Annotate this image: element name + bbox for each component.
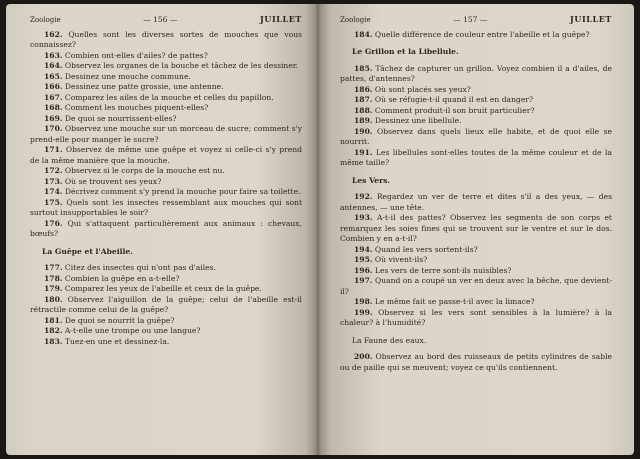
running-head-right <box>340 14 612 26</box>
question-number: 190. <box>354 126 373 136</box>
running-head-month: JUILLET <box>569 14 612 24</box>
question-number: 196. <box>354 265 373 275</box>
question-item <box>340 213 612 245</box>
question-number: 193. <box>354 213 373 222</box>
question-list <box>340 64 612 169</box>
question-item <box>340 308 612 329</box>
question-item <box>340 192 612 213</box>
question-number: 173. <box>44 176 63 186</box>
question-number: 179. <box>44 284 63 293</box>
question-item <box>30 198 302 219</box>
question-item <box>340 116 612 127</box>
question-number: 176. <box>44 218 63 228</box>
question-text: Quels sont les insectes ressemblant aux mouches qui sont surtout insupportables le soir? <box>30 197 302 217</box>
question-text: Observez de même une guêpe et voyez si celle-ci s'y prend de la même manière que la mouche. <box>30 145 302 165</box>
question-item <box>340 297 612 308</box>
question-number: 183. <box>44 336 63 346</box>
question-list <box>30 263 302 347</box>
running-head-subject: Zoologie <box>30 16 61 24</box>
question-number: 197. <box>354 276 373 285</box>
question-item <box>340 30 612 41</box>
question-text: Où se réfugie-t-il quand il est en danger? <box>374 95 534 104</box>
question-number: 192. <box>354 192 373 201</box>
question-item <box>340 255 612 266</box>
question-text: Où se trouvent ses yeux? <box>64 176 162 186</box>
question-item <box>340 352 612 373</box>
question-number: 171. <box>44 145 63 154</box>
question-text: Quand les vers sortent-ils? <box>374 244 478 254</box>
question-text: Tâchez de capturer un grillon. Voyez combien il a d'ailes, de pattes, d'antennes? <box>340 63 613 83</box>
question-item <box>340 106 612 117</box>
question-text: Combien la guêpe en a-t-elle? <box>64 273 180 283</box>
question-list <box>30 30 302 240</box>
question-item <box>30 274 302 285</box>
question-text: Quelles sont les diverses sortes de mouches que vous connaissez? <box>30 29 302 49</box>
question-item <box>30 316 302 327</box>
question-item <box>30 30 302 51</box>
question-number: 178. <box>44 273 63 283</box>
question-text: Où vivent-ils? <box>374 255 428 264</box>
question-number: 200. <box>354 352 373 361</box>
question-number: 185. <box>354 63 373 73</box>
question-text: Décrivez comment s'y prend la mouche pour faire sa toilette. <box>64 187 301 196</box>
question-item <box>30 82 302 93</box>
section-title: Les Vers. <box>352 175 391 185</box>
question-item <box>30 51 302 62</box>
question-text: Observez au bord des ruisseaux de petits cylindres de sable ou de paille qui se meuvent; voyez ce qu'ils contiennent. <box>340 352 612 372</box>
question-text: Observez si le corps de la mouche est nu. <box>64 166 225 175</box>
question-text: Quand on a coupé un ver en deux avec la bêche, que devient-il? <box>340 276 612 296</box>
running-head-month: JUILLET <box>259 14 302 24</box>
question-item <box>340 266 612 277</box>
question-number: 175. <box>44 197 63 207</box>
page-number: — 156 — <box>143 15 178 24</box>
question-number: 199. <box>354 307 373 317</box>
question-text: Citez des insectes qui n'ont pas d'ailes. <box>64 263 216 272</box>
question-number: 163. <box>44 50 63 60</box>
question-item <box>30 263 302 274</box>
question-text: Où sont placés ses yeux? <box>374 84 471 94</box>
question-text: Qui s'attaquent particulièrement aux animaux : chevaux, bœufs? <box>30 218 302 238</box>
question-number: 162. <box>44 29 63 39</box>
question-text: Les vers de terre sont-ils nuisibles? <box>374 265 512 275</box>
question-text: Comparez les ailes de la mouche et celles du papillon. <box>64 92 274 102</box>
question-item <box>30 124 302 145</box>
question-list <box>340 30 612 41</box>
question-text: De quoi se nourrit la guêpe? <box>64 315 175 325</box>
question-number: 187. <box>354 95 373 104</box>
question-number: 189. <box>354 116 373 125</box>
question-text: Combien ont-elles d'ailes? de pattes? <box>64 50 208 60</box>
question-text: Tuez-en une et dessinez-la. <box>64 336 170 346</box>
question-number: 191. <box>354 147 373 157</box>
page-number: — 157 — <box>453 15 488 24</box>
book-spread <box>6 4 634 455</box>
question-item <box>30 337 302 348</box>
question-list <box>340 352 612 373</box>
question-item <box>30 219 302 240</box>
question-text: Quelle différence de couleur entre l'abeille et la guêpe? <box>374 29 590 39</box>
question-text: Dessinez une patte grossie, une antenne. <box>64 82 224 91</box>
running-head-subject: Zoologie <box>340 16 371 24</box>
question-number: 182. <box>44 326 63 335</box>
question-list <box>340 192 612 329</box>
question-item <box>340 148 612 169</box>
question-number: 165. <box>44 71 63 81</box>
question-item <box>340 276 612 297</box>
question-text: Observez l'aiguillon de la guêpe; celui de l'abeille est-il rétractile comme celui de la guêpe? <box>30 294 302 314</box>
gutter-shadow <box>315 4 321 455</box>
question-number: 174. <box>44 187 63 196</box>
question-number: 188. <box>354 105 373 115</box>
section-title: Le Grillon et la Libellule. <box>352 47 459 56</box>
question-item <box>30 187 302 198</box>
question-item <box>30 114 302 125</box>
question-number: 172. <box>44 166 63 175</box>
question-text: Observez une mouche sur un morceau de sucre; comment s'y prend-elle pour manger le sucre? <box>30 124 302 144</box>
question-item <box>30 93 302 104</box>
question-number: 181. <box>44 315 63 325</box>
question-number: 186. <box>354 84 373 94</box>
question-text: Dessinez une mouche commune. <box>64 71 191 81</box>
question-item <box>30 145 302 166</box>
question-item <box>30 103 302 114</box>
question-number: 167. <box>44 92 63 102</box>
question-item <box>30 177 302 188</box>
question-item <box>340 127 612 148</box>
question-number: 170. <box>44 124 63 133</box>
question-item <box>340 245 612 256</box>
question-text: Comment les mouches piquent-elles? <box>64 103 209 112</box>
question-text: Comparez les yeux de l'abeille et ceux de la guêpe. <box>64 284 262 293</box>
question-item <box>30 295 302 316</box>
question-text: Regardez un ver de terre et dites s'il a des yeux, — des antennes, — une tête. <box>340 192 612 212</box>
question-item <box>30 166 302 177</box>
question-number: 168. <box>44 103 63 112</box>
question-item <box>30 72 302 83</box>
question-number: 180. <box>44 294 63 304</box>
question-number: 177. <box>44 263 63 272</box>
section-title: La Faune des eaux. <box>352 335 427 345</box>
question-number: 195. <box>354 255 373 264</box>
question-number: 164. <box>44 61 63 70</box>
question-text: Observez les organes de la bouche et tâchez de les dessiner. <box>64 61 299 70</box>
question-number: 169. <box>44 113 63 123</box>
question-item <box>340 85 612 96</box>
question-item <box>340 64 612 85</box>
question-number: 194. <box>354 244 373 254</box>
question-number: 198. <box>354 297 373 306</box>
question-item <box>30 326 302 337</box>
question-text: Le même fait se passe-t-il avec la limace? <box>374 297 535 306</box>
question-text: Les libellules sont-elles toutes de la même couleur et de la même taille? <box>340 147 612 167</box>
question-text: A-t-elle une trompe ou une langue? <box>64 326 201 335</box>
question-text: Observez dans quels lieux elle habite, et de quoi elle se nourrit. <box>340 126 612 146</box>
question-number: 166. <box>44 82 63 91</box>
running-head-left <box>30 14 302 26</box>
question-text: A-t-il des pattes? Observez les segments de son corps et remarquez les soies fines qui se trouvent sur le ventre et sur le dos. Combien y en a-t-il? <box>340 213 612 243</box>
question-text: Observez si les vers sont sensibles à la lumière? à la chaleur? à l'humidité? <box>340 307 612 327</box>
section-title: La Guêpe et l'Abeille. <box>42 246 133 256</box>
question-item <box>30 61 302 72</box>
question-item <box>30 284 302 295</box>
right-page <box>318 4 634 455</box>
question-text: Dessinez une libellule. <box>374 116 462 125</box>
left-page <box>6 4 318 455</box>
question-text: Comment produit-il son bruit particulier? <box>374 105 535 115</box>
question-text: De quoi se nourrissent-elles? <box>64 113 177 123</box>
question-item <box>340 95 612 106</box>
question-number: 184. <box>354 29 373 39</box>
